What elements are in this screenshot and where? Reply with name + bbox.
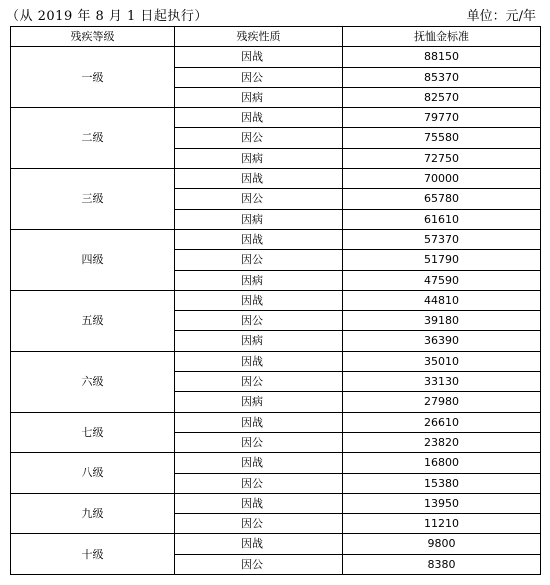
table-row — [11, 229, 541, 249]
nature-cell: 因战 — [175, 493, 343, 513]
amount-cell: 27980 — [343, 392, 541, 412]
grade-cell: 四级 — [11, 229, 175, 290]
grade-cell: 十级 — [11, 534, 175, 575]
nature-cell: 因战 — [175, 229, 343, 249]
nature-cell: 因战 — [175, 351, 343, 371]
amount-cell: 70000 — [343, 169, 541, 189]
nature-cell: 因战 — [175, 290, 343, 310]
nature-cell: 因公 — [175, 554, 343, 574]
amount-cell: 15380 — [343, 473, 541, 493]
grade-cell: 八级 — [11, 453, 175, 494]
nature-cell: 因病 — [175, 209, 343, 229]
nature-cell: 因公 — [175, 432, 343, 452]
table-body — [11, 47, 541, 575]
amount-cell: 65780 — [343, 189, 541, 209]
table-header-bar — [0, 0, 550, 26]
grade-cell: 五级 — [11, 290, 175, 351]
nature-cell: 因公 — [175, 189, 343, 209]
column-header-standard: 抚恤金标准 — [343, 27, 541, 47]
table-row — [11, 534, 541, 554]
nature-cell: 因病 — [175, 148, 343, 168]
amount-cell: 57370 — [343, 229, 541, 249]
nature-cell: 因战 — [175, 453, 343, 473]
amount-cell: 9800 — [343, 534, 541, 554]
nature-cell: 因战 — [175, 412, 343, 432]
amount-cell: 85370 — [343, 67, 541, 87]
nature-cell: 因公 — [175, 514, 343, 534]
nature-cell: 因公 — [175, 473, 343, 493]
table-row — [11, 169, 541, 189]
amount-cell: 79770 — [343, 108, 541, 128]
amount-cell: 88150 — [343, 47, 541, 67]
amount-cell: 16800 — [343, 453, 541, 473]
nature-cell: 因公 — [175, 372, 343, 392]
grade-cell: 六级 — [11, 351, 175, 412]
nature-cell: 因病 — [175, 87, 343, 107]
amount-cell: 8380 — [343, 554, 541, 574]
nature-cell: 因战 — [175, 534, 343, 554]
nature-cell: 因公 — [175, 67, 343, 87]
table-row — [11, 108, 541, 128]
nature-cell: 因战 — [175, 47, 343, 67]
table-row — [11, 47, 541, 67]
nature-cell: 因病 — [175, 331, 343, 351]
grade-cell: 二级 — [11, 108, 175, 169]
table-row — [11, 493, 541, 513]
nature-cell: 因公 — [175, 311, 343, 331]
column-header-nature: 残疾性质 — [175, 27, 343, 47]
pension-standard-table — [10, 26, 541, 575]
nature-cell: 因战 — [175, 169, 343, 189]
amount-cell: 39180 — [343, 311, 541, 331]
effective-date-note: （从 2019 年 8 月 1 日起执行） — [6, 9, 208, 24]
grade-cell: 九级 — [11, 493, 175, 534]
unit-label: 单位：元/年 — [466, 9, 536, 24]
nature-cell: 因战 — [175, 108, 343, 128]
amount-cell: 33130 — [343, 372, 541, 392]
amount-cell: 47590 — [343, 270, 541, 290]
nature-cell: 因病 — [175, 270, 343, 290]
amount-cell: 26610 — [343, 412, 541, 432]
table-row — [11, 290, 541, 310]
amount-cell: 23820 — [343, 432, 541, 452]
nature-cell: 因公 — [175, 250, 343, 270]
table-row — [11, 351, 541, 371]
amount-cell: 72750 — [343, 148, 541, 168]
table-row — [11, 453, 541, 473]
table-header-row — [11, 27, 541, 47]
amount-cell: 11210 — [343, 514, 541, 534]
amount-cell: 82570 — [343, 87, 541, 107]
grade-cell: 一级 — [11, 47, 175, 108]
amount-cell: 51790 — [343, 250, 541, 270]
amount-cell: 44810 — [343, 290, 541, 310]
grade-cell: 七级 — [11, 412, 175, 453]
nature-cell: 因公 — [175, 128, 343, 148]
amount-cell: 13950 — [343, 493, 541, 513]
table-row — [11, 412, 541, 432]
column-header-grade: 残疾等级 — [11, 27, 175, 47]
grade-cell: 三级 — [11, 169, 175, 230]
nature-cell: 因病 — [175, 392, 343, 412]
amount-cell: 75580 — [343, 128, 541, 148]
amount-cell: 61610 — [343, 209, 541, 229]
amount-cell: 35010 — [343, 351, 541, 371]
amount-cell: 36390 — [343, 331, 541, 351]
